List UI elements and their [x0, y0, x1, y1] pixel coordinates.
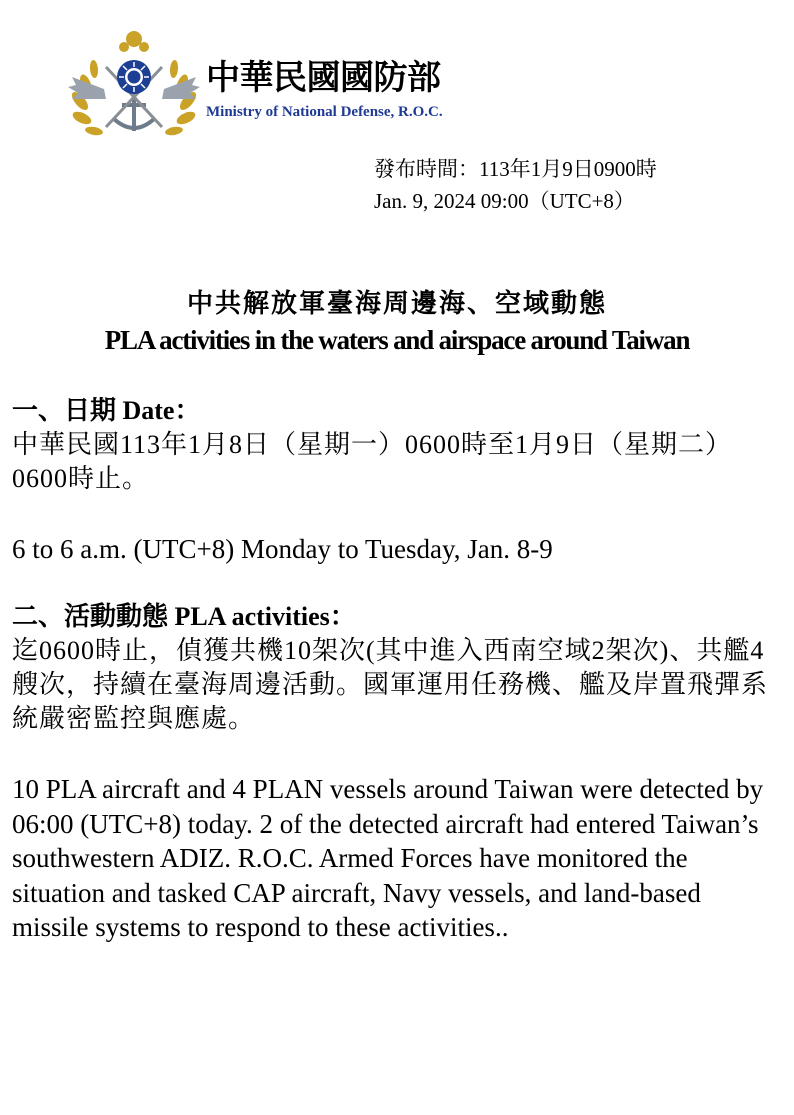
section-date-heading: 一、日期 Date： [12, 396, 201, 425]
release-time-en: Jan. 9, 2024 09:00（UTC+8） [374, 189, 635, 213]
section-activities-heading: 二、活動動態 PLA activities： [12, 602, 356, 631]
org-name-en: Ministry of National Defense, R.O.C. [206, 104, 443, 120]
mnd-emblem-icon [66, 27, 202, 139]
org-name-zh: 中華民國國防部 [206, 58, 441, 98]
release-time-zh: 發布時間：113年1月9日0900時 [374, 157, 657, 181]
page-title-zh: 中共解放軍臺海周邊海、空域動態 [186, 289, 607, 318]
page-title-en: PLA activities in the waters and airspace around Taiwan [104, 325, 690, 355]
section-activities-text-zh: 迄0600時止，偵獲共機10架次(其中進入西南空域2架次)、共艦4艘次，持續在臺海周邊活動。國軍運用任務機、艦及岸置飛彈系統嚴密監控與應處。 [12, 636, 769, 733]
section-date-text-zh: 中華民國113年1月8日（星期一）0600時至1月9日（星期二）0600時止。 [12, 430, 733, 493]
section-activities-text-en: 10 PLA aircraft and 4 PLAN vessels around Taiwan were detected by 06:00 (UTC+8) today. 2 of the detected aircraft had entered Taiwan’s southwestern ADIZ. R.O.C. Armed Forces have monitored the situation and tasked CAP aircraft, Navy vessels, and land-based missile systems to respond to these activities.. [12, 774, 764, 942]
section-date-text-en: 6 to 6 a.m. (UTC+8) Monday to Tuesday, Jan. 8-9 [12, 534, 553, 564]
